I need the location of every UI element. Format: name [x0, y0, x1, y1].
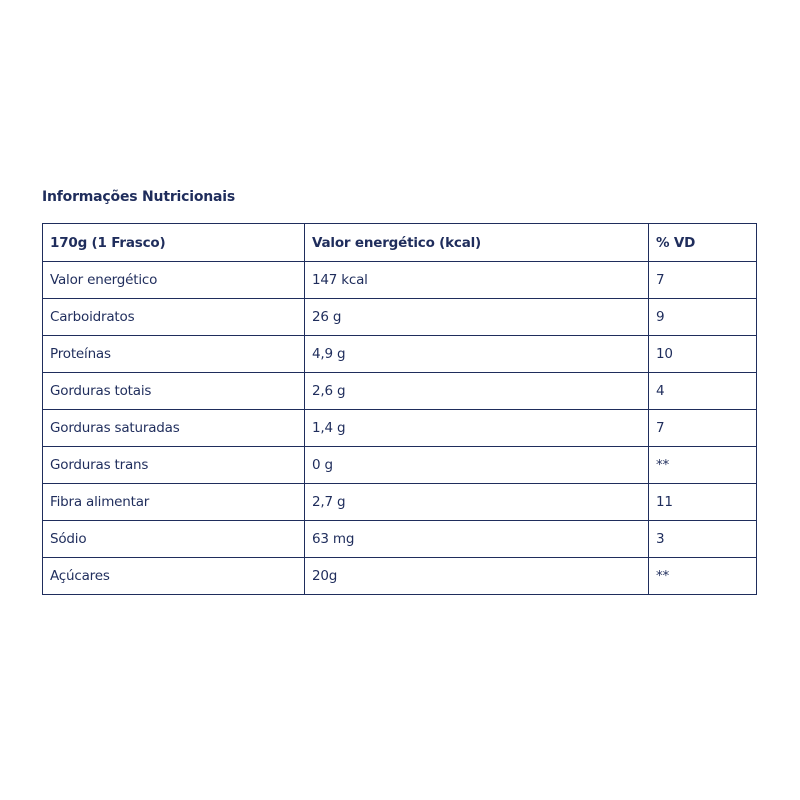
nutrient-amount: 4,9 g	[305, 336, 649, 373]
nutrient-amount: 1,4 g	[305, 410, 649, 447]
nutrient-name: Sódio	[43, 521, 305, 558]
nutrient-daily-value: **	[649, 447, 757, 484]
nutrient-name: Fibra alimentar	[43, 484, 305, 521]
nutrient-name: Açúcares	[43, 558, 305, 595]
table-title: Informações Nutricionais	[42, 189, 235, 205]
nutrient-name: Valor energético	[43, 262, 305, 299]
header-energy-value: Valor energético (kcal)	[305, 224, 649, 262]
table-row	[43, 299, 757, 336]
nutrient-name: Proteínas	[43, 336, 305, 373]
table-row	[43, 521, 757, 558]
nutrient-daily-value: 10	[649, 336, 757, 373]
nutrient-daily-value: 7	[649, 410, 757, 447]
nutrient-amount: 2,7 g	[305, 484, 649, 521]
nutrient-daily-value: 9	[649, 299, 757, 336]
nutrient-daily-value: 4	[649, 373, 757, 410]
header-portion: 170g (1 Frasco)	[43, 224, 305, 262]
nutrient-name: Gorduras saturadas	[43, 410, 305, 447]
header-daily-value: % VD	[649, 224, 757, 262]
table-row	[43, 410, 757, 447]
table-row	[43, 373, 757, 410]
table-row	[43, 262, 757, 299]
nutrient-daily-value: 3	[649, 521, 757, 558]
nutrient-amount: 0 g	[305, 447, 649, 484]
nutrient-daily-value: 11	[649, 484, 757, 521]
nutrient-amount: 63 mg	[305, 521, 649, 558]
nutrition-table	[42, 223, 757, 595]
nutrient-daily-value: **	[649, 558, 757, 595]
table-header-row	[43, 224, 757, 262]
nutrient-daily-value: 7	[649, 262, 757, 299]
nutrient-amount: 147 kcal	[305, 262, 649, 299]
table-row	[43, 484, 757, 521]
nutrient-name: Gorduras trans	[43, 447, 305, 484]
nutrient-amount: 26 g	[305, 299, 649, 336]
table-row	[43, 447, 757, 484]
nutrient-name: Carboidratos	[43, 299, 305, 336]
nutrient-amount: 2,6 g	[305, 373, 649, 410]
table-row	[43, 336, 757, 373]
nutrient-amount: 20g	[305, 558, 649, 595]
nutrient-name: Gorduras totais	[43, 373, 305, 410]
table-row	[43, 558, 757, 595]
